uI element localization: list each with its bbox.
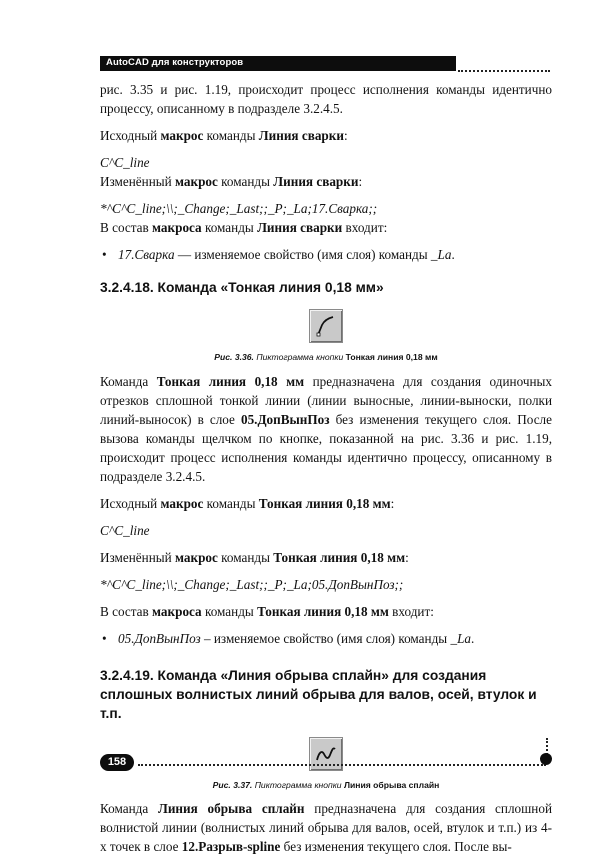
modified-macro-label: Изменённый макрос команды Тонкая линия 0,18 мм: <box>100 550 409 565</box>
modified-macro-code: *^C^C_line;\\;_Change;_Last;;_P;_La;17.Сварка;; <box>100 201 378 216</box>
body-paragraph: Команда Линия обрыва сплайн предназначена для создания сплошной волнистой линии (волнистых линий обрыва для валов, осей, втулок и т.п.) из 4-х точек в слое 12.Разрыв-spline без изменения текущего слоя. После вы- <box>100 801 552 854</box>
running-header-title: AutoCAD для конструкторов <box>106 57 244 68</box>
body-paragraph: Команда Тонкая линия 0,18 мм предназначена для создания одиночных отрезков сплошной тонкой линии (линии выносные, линии-выноски, полки линий-выносок) в слое 05.ДопВынПоз без изменения текущего слоя. После вызова команды щелчком по кнопке, показанной на рис. 3.36 и рис. 1.19, происходит процесс исполнения команды идентично процессу, описанному в подразделе 3.2.4.5. <box>100 374 552 484</box>
footer-dotted-rule <box>138 764 546 766</box>
thin-line-icon <box>309 309 343 343</box>
bullet-icon: • <box>102 247 107 262</box>
list-item: • 17.Сварка — изменяемое свойство (имя слоя) команды _La. <box>102 247 455 262</box>
source-macro-label: Исходный макрос команды Линия сварки: <box>100 128 348 143</box>
bullet-icon: • <box>102 631 107 646</box>
macro-composition-label: В состав макроса команды Линия сварки входит: <box>100 220 388 235</box>
source-macro-label: Исходный макрос команды Тонкая линия 0,18 мм: <box>100 496 395 511</box>
page-body <box>100 80 552 856</box>
section-heading: 3.2.4.19. Команда «Линия обрыва сплайн» для создания сплошных волнистых линий обрыва для валов, осей, втулок и т.п. <box>100 668 537 721</box>
page-number: 158 <box>100 754 134 771</box>
footer-bullet-icon <box>540 753 552 765</box>
intro-paragraph: рис. 3.35 и рис. 1.19, происходит процесс исполнения команды идентично процессу, описанному в подразделе 3.2.4.5. <box>100 82 552 116</box>
header-dotted-rule <box>458 70 550 72</box>
section-heading: 3.2.4.18. Команда «Тонкая линия 0,18 мм» <box>100 280 384 295</box>
source-macro-code: C^C_line <box>100 155 150 170</box>
macro-composition-label: В состав макроса команды Тонкая линия 0,18 мм входит: <box>100 604 434 619</box>
source-macro-code: C^C_line <box>100 523 150 538</box>
figure-caption: Рис. 3.37. Пиктограмма кнопки Линия обрыва сплайн <box>212 780 440 790</box>
modified-macro-code: *^C^C_line;\\;_Change;_Last;;_P;_La;05.ДопВынПоз;; <box>100 577 404 592</box>
modified-macro-label: Изменённый макрос команды Линия сварки: <box>100 174 363 189</box>
list-item: • 05.ДопВынПоз – изменяемое свойство (имя слоя) команды _La. <box>102 631 475 646</box>
figure-caption: Рис. 3.36. Пиктограмма кнопки Тонкая линия 0,18 мм <box>214 352 438 362</box>
